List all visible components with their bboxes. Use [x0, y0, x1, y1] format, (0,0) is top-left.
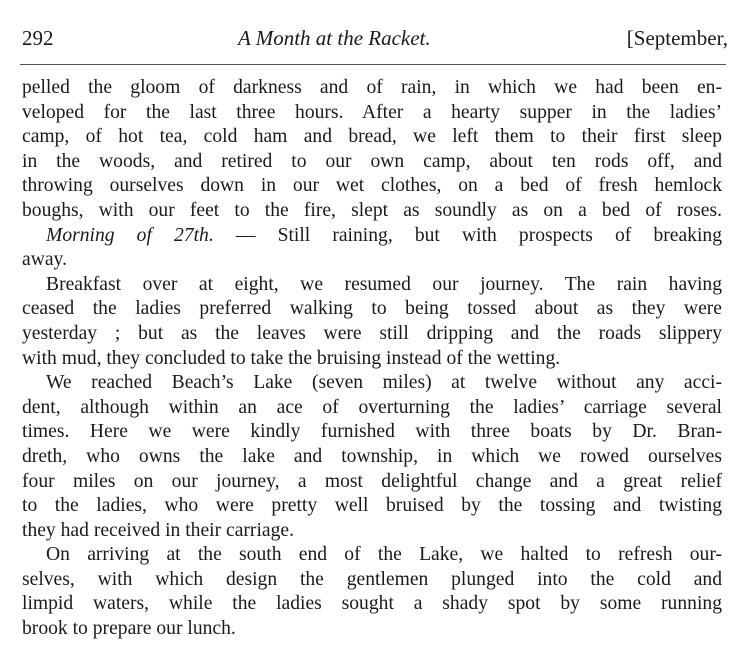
- text-line: camp, of hot tea, cold ham and bread, we left them to their first sleep: [22, 126, 722, 148]
- morning-heading: Morning of 27th.: [46, 224, 214, 246]
- morning-text: — Still raining, but with prospects of breaking: [213, 224, 722, 246]
- running-title: A Month at the Racket.: [238, 26, 431, 50]
- text-line: Breakfast over at eight, we resumed our journey. The rain having: [46, 273, 722, 295]
- text-line: throwing ourselves down in our wet clothes, on a bed of fresh hemlock: [22, 175, 722, 197]
- page-number: 292: [22, 26, 54, 50]
- text-line: On arriving at the south end of the Lake, we halted to refresh our-: [46, 544, 722, 566]
- text-line: in the woods, and retired to our own camp, about ten rods off, and: [22, 150, 722, 172]
- text-line: brook to prepare our lunch.: [22, 618, 236, 640]
- running-head: [22, 26, 728, 56]
- running-date: [September,: [626, 26, 728, 50]
- text-line: pelled the gloom of darkness and of rain, in which we had been en-: [22, 77, 722, 98]
- text-line: dent, although within an ace of overturning the ladies’ carriage several: [22, 396, 722, 418]
- text-line: ceased the ladies preferred walking to being tossed about as they were: [22, 298, 722, 320]
- morning-line: [22, 224, 722, 249]
- text-line: they had received in their carriage.: [22, 519, 294, 541]
- text-line: limpid waters, while the ladies sought a shady spot by some running: [22, 593, 722, 615]
- text-line: with mud, they concluded to take the bruising instead of the wetting.: [22, 347, 561, 369]
- text-line: four miles on our journey, a most delightful change and a great relief: [22, 470, 722, 492]
- header-rule: [20, 64, 726, 65]
- text-line: times. Here we were kindly furnished with three boats by Dr. Bran-: [22, 421, 722, 443]
- text-line: We reached Beach’s Lake (seven miles) at twelve without any acci-: [46, 372, 722, 394]
- text-line: boughs, with our feet to the fire, slept as soundly as on a bed of roses.: [22, 199, 722, 221]
- text-line: to the ladies, who were pretty well bruised by the tossing and twisting: [22, 495, 722, 517]
- body-text: [22, 76, 722, 642]
- text-line: selves, with which design the gentlemen plunged into the cold and: [22, 568, 722, 590]
- text-line: yesterday ; but as the leaves were still dripping and the roads slippery: [22, 322, 722, 344]
- text-line: veloped for the last three hours. After a hearty supper in the ladies’: [22, 101, 722, 123]
- text-line: dreth, who owns the lake and township, in which we rowed ourselves: [22, 445, 722, 467]
- text-line: away.: [22, 249, 67, 271]
